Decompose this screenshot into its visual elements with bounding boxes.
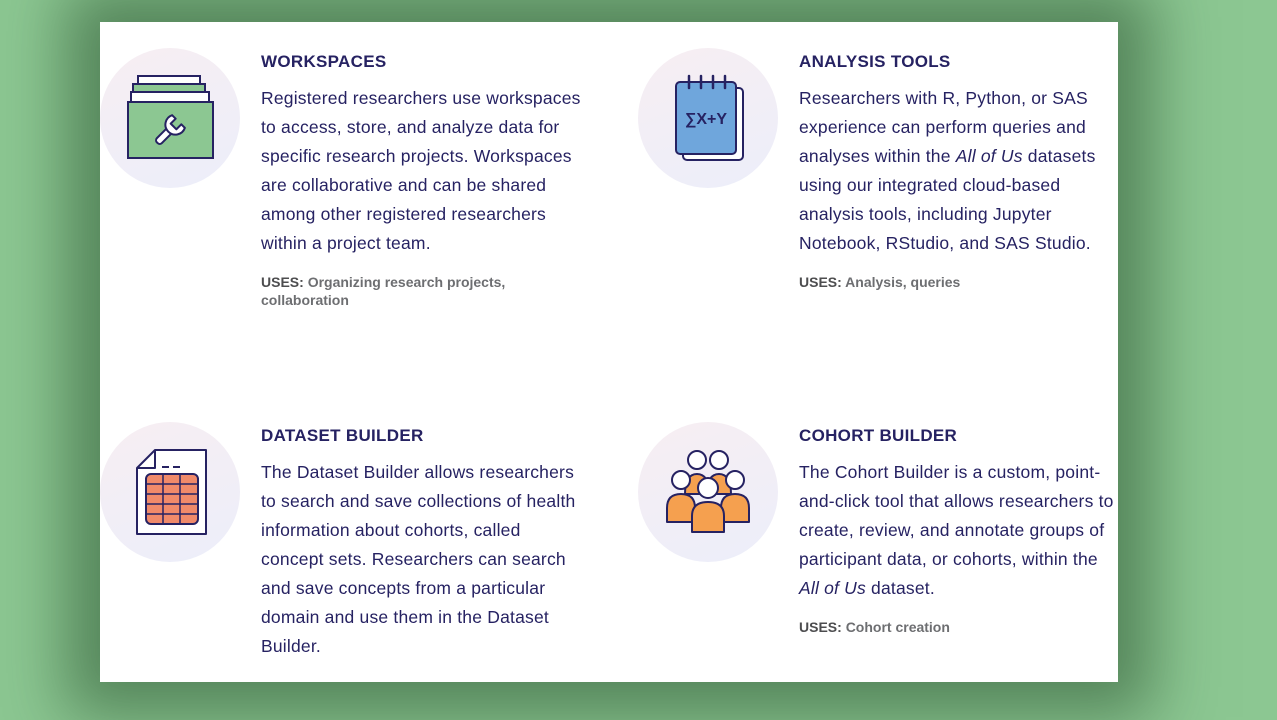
workspaces-description: Registered researchers use workspaces to access, store, and analyze data for specific research projects. Workspaces are collaborative and can be shared among other registered researchers within a project team. [261,88,581,253]
workspaces-uses-label: USES: [261,274,304,290]
cohort-uses [799,618,1118,636]
analysis-uses [799,273,1118,291]
workspaces-text [261,48,581,309]
workspaces-title: WORKSPACES [261,52,387,71]
dataset-title: DATASET BUILDER [261,426,424,445]
analysis-icon-circle [638,48,778,188]
spreadsheet-document-icon [100,422,240,562]
people-group-icon [638,422,778,562]
analysis-text [799,48,1118,291]
workspaces-icon-circle [100,48,240,188]
cohort-description-em: All of Us [799,578,866,598]
analysis-title: ANALYSIS TOOLS [799,52,951,71]
dataset-text [261,422,581,661]
features-panel [100,22,1118,682]
analysis-uses-label: USES: [799,274,842,290]
folder-wrench-icon [100,48,240,188]
cohort-uses-value: Cohort creation [845,619,950,635]
analysis-description-part2: datasets using our integrated cloud-based analysis tools, including Jupyter Notebook, RStudio, and SAS Studio. [799,146,1096,253]
workspaces-uses [261,273,581,309]
dataset-description: The Dataset Builder allows researchers to search and save collections of health information about cohorts, called concept sets. Researchers can search and save concepts from a particular domain and use them in the Dataset Builder. [261,462,576,656]
cohort-description-part2: dataset. [871,578,935,598]
cohort-description-part1: The Cohort Builder is a custom, point-and-click tool that allows researchers to create, review, and annotate groups of participant data, or cohorts, within the [799,462,1114,569]
notebook-formula-text: ∑X+Y [684,111,728,128]
cohort-description [799,458,1118,603]
dataset-icon-circle [100,422,240,562]
cohort-title: COHORT BUILDER [799,426,958,445]
analysis-uses-value: Analysis, queries [845,274,961,290]
cohort-icon-circle [638,422,778,562]
analysis-description-em: All of Us [955,146,1023,166]
cohort-uses-label: USES: [799,619,842,635]
analysis-description-part1: Researchers with R, Python, or SAS experience can perform queries and analyses within the [799,88,1088,166]
cohort-text [799,422,1118,636]
analysis-description [799,84,1118,258]
workspaces-uses-value: Organizing research projects, collaboration [261,274,506,308]
notebook-formula-icon [638,48,778,188]
